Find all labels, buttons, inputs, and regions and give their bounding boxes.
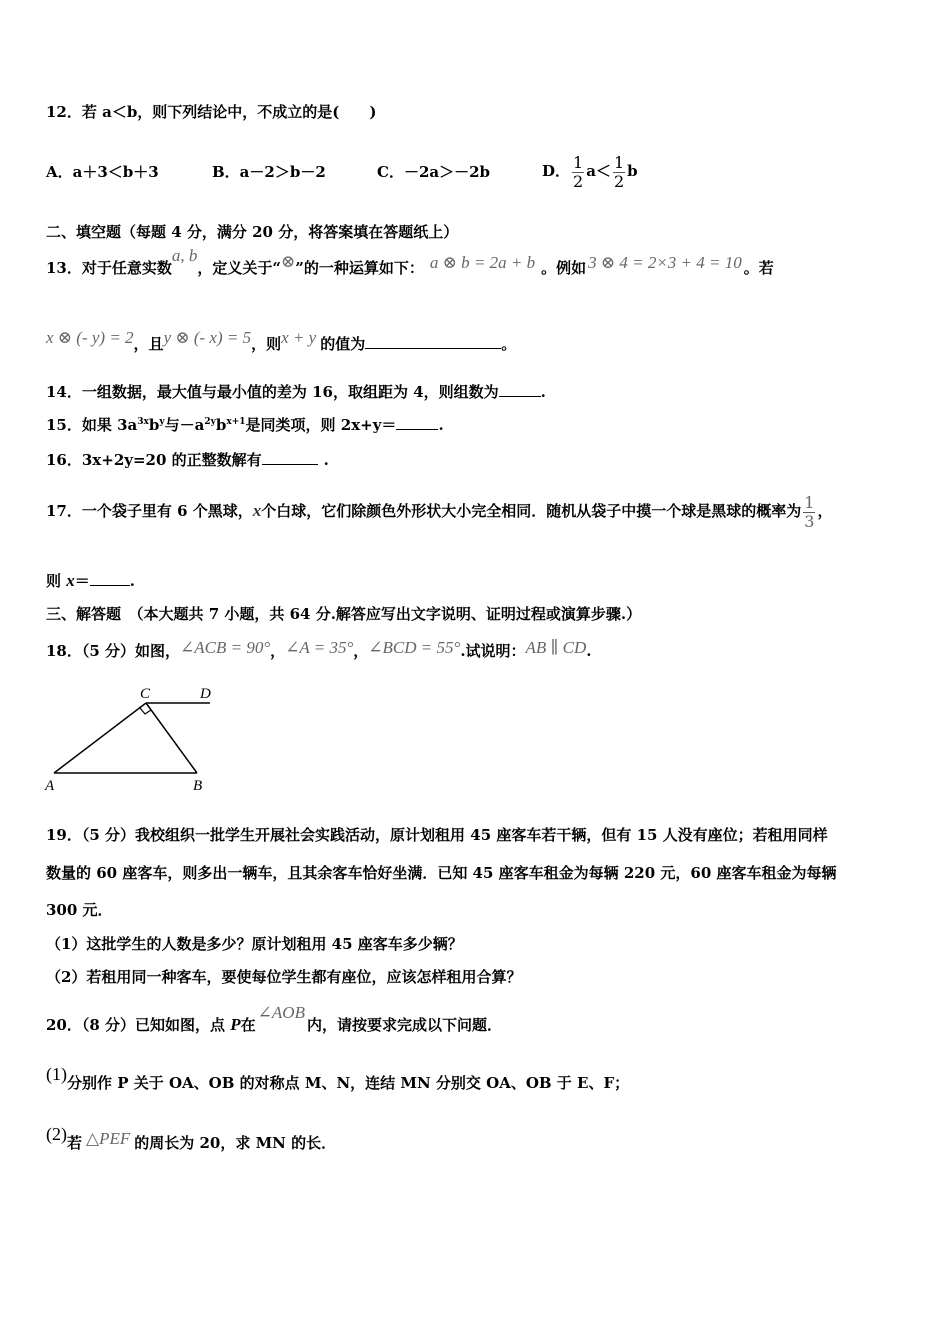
answer-blank[interactable] bbox=[90, 571, 130, 586]
math-condition-1: x ⊗ (- y) = 2 bbox=[46, 328, 134, 347]
question-16: 16．3x+2y=20 的正整数解有 . bbox=[46, 451, 329, 469]
section-2-heading: 二、填空题（每题 4 分，满分 20 分，将答案填在答题纸上） bbox=[46, 223, 459, 241]
fraction-half-2: $\frac{1}{2}$ bbox=[613, 152, 625, 191]
answer-blank[interactable] bbox=[499, 382, 541, 397]
question-19-line-3: 300 元． bbox=[46, 901, 113, 919]
math-conclusion: AB ∥ CD bbox=[525, 638, 587, 657]
question-19-line-2: 数量的 60 座客车，则多出一辆车，且其余客车恰好坐满．已知 45 座客车租金为每辆 220 元，60 座客车租金为每辆 bbox=[46, 864, 837, 882]
answer-blank[interactable] bbox=[262, 450, 318, 465]
question-17-line-2: 则 x＝ . bbox=[46, 571, 135, 590]
segment-cb bbox=[146, 703, 197, 773]
answer-blank[interactable] bbox=[365, 334, 501, 349]
right-angle-mark bbox=[140, 708, 151, 714]
math-angle-aob: ∠AOB bbox=[257, 1003, 305, 1022]
fraction-half-1: $\frac{1}{2}$ bbox=[573, 152, 584, 191]
q12-option-c: C．－2a＞－2b bbox=[377, 163, 491, 181]
question-18: 18．（5 分）如图，∠ACB = 90°，∠A = 35°，∠BCD = 55°.试说明：AB ∥ CD. bbox=[46, 638, 592, 660]
math-definition: a ⊗ b = 2a + b bbox=[429, 253, 536, 272]
section-3-heading: 三、解答题 （本大题共 7 小题，共 64 分.解答应写出文字说明、证明过程或演算步骤.） bbox=[46, 605, 642, 623]
question-19-sub-2: （2）若租用同一种客车，要使每位学生都有座位，应该怎样租用合算？ bbox=[46, 968, 522, 986]
math-operator: ⊗ bbox=[281, 252, 296, 271]
question-20: 20．（8 分）已知如图，点 P在∠AOB内，请按要求完成以下问题． bbox=[46, 1003, 502, 1034]
question-20-sub-1: (1)分别作 P 关于 OA、OB 的对称点 M、N，连结 MN 分别交 OA、OB 于 E、F； bbox=[46, 1064, 630, 1092]
fraction-one-third: $\frac{1}{3}$ bbox=[804, 492, 815, 531]
math-triangle-pef: △PEF bbox=[86, 1129, 131, 1148]
triangle-figure bbox=[40, 682, 230, 797]
question-19-line-1: 19．（5 分）我校组织一批学生开展社会实践活动，原计划租用 45 座客车若干辆，但有 15 人没有座位；若租用同样 bbox=[46, 826, 828, 844]
segment-ac bbox=[54, 703, 146, 773]
q12-option-b: B．a－2＞b－2 bbox=[212, 163, 326, 181]
question-14: 14．一组数据，最大值与最小值的差为 16，取组距为 4，则组数为 . bbox=[46, 383, 546, 401]
question-19-sub-1: （1）这批学生的人数是多少？原计划租用 45 座客车多少辆？ bbox=[46, 935, 463, 953]
label-b: B bbox=[193, 778, 203, 794]
answer-blank[interactable] bbox=[396, 415, 438, 430]
math-angle-acb: ∠ACB = 90° bbox=[180, 638, 271, 657]
math-angle-a: ∠A = 35° bbox=[285, 638, 354, 657]
math-example: 3 ⊗ 4 = 2×3 + 4 = 10 bbox=[588, 253, 742, 272]
math-expression: x + y bbox=[281, 328, 317, 347]
question-13-line-2: x ⊗ (- y) = 2，且y ⊗ (- x) = 5，则x + y 的值为 。 bbox=[46, 328, 517, 353]
math-angle-bcd: ∠BCD = 55° bbox=[368, 638, 461, 657]
question-13-line-1: 13．对于任意实数a, b，定义关于“⊗”的一种运算如下： a ⊗ b = 2a + b 。例如 3 ⊗ 4 = 2×3 + 4 = 10 。若 bbox=[46, 246, 774, 277]
question-17-line-1: 17．一个袋子里有 6 个黑球，x个白球，它们除颜色外形状大小完全相同．随机从袋子中摸一个球是黑球的概率为 $\frac{1}{3}$ ， bbox=[46, 492, 833, 531]
q12-option-a: A．a＋3＜b＋3 bbox=[46, 163, 159, 181]
label-c: C bbox=[140, 686, 151, 702]
question-15: 15．如果 $3a^{3x}b^y$与$-a^{2y}b^{x+1}$是同类项，则 2x+y＝ . bbox=[46, 416, 444, 434]
math-condition-2: y ⊗ (- x) = 5 bbox=[163, 328, 252, 347]
question-12-stem: 12．若 a＜b，则下列结论中，不成立的是( ) bbox=[46, 103, 377, 121]
label-d: D bbox=[200, 686, 211, 702]
math-vars-ab: a, b bbox=[171, 246, 198, 265]
q12-option-d: D． $\frac{1}{2}$ a＜ $\frac{1}{2}$ b bbox=[542, 152, 638, 191]
label-a: A bbox=[45, 778, 55, 794]
question-20-sub-2: (2)若 △PEF 的周长为 20，求 MN 的长． bbox=[46, 1124, 337, 1152]
